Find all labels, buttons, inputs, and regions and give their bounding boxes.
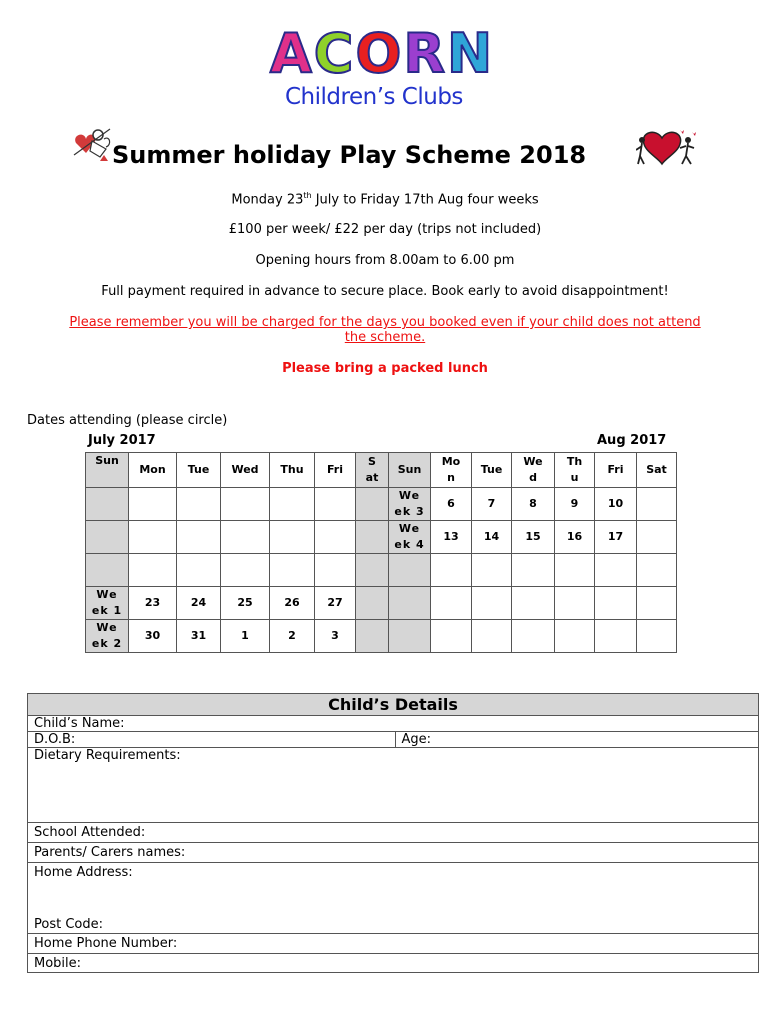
home-address-field[interactable] [28,863,759,934]
logo-wordmark [270,22,500,85]
calendar-empty-cell [129,488,177,521]
home-phone-field[interactable]: Home Phone Number: [28,934,759,954]
opening-hours: Opening hours from 8.00am to 6.00 pm [255,253,515,268]
calendar-empty-cell [221,488,270,521]
logo-letter: N [446,22,493,85]
childs-details-form [27,693,759,973]
calendar-day-header [431,453,472,488]
calendar-empty-cell [356,488,389,521]
post-code-label: Post Code: [34,917,103,932]
week-label: We ek 1 [86,587,129,620]
day-header-text: We [523,455,543,468]
calendar-empty-cell [129,521,177,554]
dates-calendar-table [85,452,677,653]
day-header-text-cont: at [365,471,379,484]
calendar-date-cell[interactable]: 3 [315,620,356,653]
calendar-empty-cell [356,554,389,587]
calendar-empty-cell [177,521,221,554]
calendar-empty-cell [431,587,472,620]
week-label: We ek 4 [389,521,431,554]
cupid-clipart-icon [70,125,114,163]
logo-letter: C [313,22,354,85]
july-title: July 2017 [88,433,156,448]
calendar-day-header [595,453,637,488]
calendar-date-cell[interactable]: 31 [177,620,221,653]
calendar-date-cell[interactable]: 2 [270,620,315,653]
day-header-text: Mo [441,455,461,468]
day-header-text-cont: u [570,471,579,484]
day-header-text-cont: d [529,471,537,484]
calendar-empty-cell [389,554,431,587]
calendar-date-cell[interactable]: 16 [555,521,595,554]
calendar-empty-cell [389,587,431,620]
calendar-empty-cell [315,554,356,587]
day-header-text: Thu [280,463,304,476]
calendar-date-cell[interactable]: 1 [221,620,270,653]
calendar-empty-cell [555,620,595,653]
aug-title: Aug 2017 [597,433,667,448]
age-field[interactable]: Age: [395,732,759,748]
day-header-text-cont: n [447,471,455,484]
charge-warning-line1: Please remember you will be charged for the days you booked even if your child does not attend [69,315,701,330]
calendar-empty-cell [637,587,677,620]
calendar-empty-cell [86,488,129,521]
calendar-empty-cell [431,554,472,587]
calendar-empty-cell [512,587,555,620]
calendar-empty-cell [637,488,677,521]
calendar-date-cell[interactable]: 25 [221,587,270,620]
childs-details-heading: Child’s Details [28,694,759,716]
calendar-day-header [389,453,431,488]
calendar-day-header [129,453,177,488]
calendar-empty-cell [315,488,356,521]
calendar-day-header [512,453,555,488]
packed-lunch-note: Please bring a packed lunch [282,361,488,376]
calendar-date-cell[interactable]: 24 [177,587,221,620]
parents-carers-field[interactable]: Parents/ Carers names: [28,843,759,863]
charge-warning-line2: the scheme. [344,330,426,345]
calendar-date-cell[interactable]: 15 [512,521,555,554]
calendar-empty-cell [472,554,512,587]
calendar-empty-cell [595,620,637,653]
calendar-date-cell[interactable]: 10 [595,488,637,521]
calendar-empty-cell [86,521,129,554]
calendar-day-header [637,453,677,488]
calendar-date-cell[interactable]: 14 [472,521,512,554]
calendar-empty-cell [177,488,221,521]
payment-note: Full payment required in advance to secure place. Book early to avoid disappointment! [101,284,669,299]
calendar-date-cell[interactable]: 17 [595,521,637,554]
logo-letter: O [355,22,402,85]
day-header-text: Wed [231,463,259,476]
day-header-text: Sun [95,454,119,467]
mobile-field[interactable]: Mobile: [28,954,759,973]
calendar-date-cell[interactable]: 27 [315,587,356,620]
calendar-day-header [221,453,270,488]
day-header-text: Mon [139,463,166,476]
day-header-text: Th [566,455,583,468]
calendar-empty-cell [555,554,595,587]
calendar-day-header [356,453,389,488]
calendar-empty-cell [555,587,595,620]
calendar-empty-cell [356,587,389,620]
school-attended-field[interactable]: School Attended: [28,823,759,843]
calendar-empty-cell [637,521,677,554]
calendar-empty-cell [356,521,389,554]
calendar-empty-cell [472,587,512,620]
calendar-empty-cell [512,554,555,587]
calendar-empty-cell [221,554,270,587]
acorn-logo [270,22,500,116]
calendar-date-cell[interactable]: 23 [129,587,177,620]
child-name-field[interactable]: Child’s Name: [28,716,759,732]
calendar-empty-cell [637,554,677,587]
day-header-text: Sun [397,463,422,476]
heart-clipart-icon [636,128,700,168]
day-header-text: Tue [480,463,503,476]
home-address-label: Home Address: [34,865,133,880]
logo-letter: R [403,22,445,85]
calendar-day-header [472,453,512,488]
calendar-date-cell[interactable]: 30 [129,620,177,653]
calendar-day-header [177,453,221,488]
day-header-text: Fri [607,463,624,476]
calendar-empty-cell [270,521,315,554]
day-header-text: Fri [326,463,343,476]
page-title: Summer holiday Play Scheme 2018 [112,141,587,169]
calendar-date-cell[interactable]: 9 [555,488,595,521]
scheme-price: £100 per week/ £22 per day (trips not included) [228,222,542,237]
calendar-day-header [555,453,595,488]
day-header-text: Sat [646,463,667,476]
calendar-date-cell[interactable]: 26 [270,587,315,620]
calendar-empty-cell [86,554,129,587]
calendar-day-header [315,453,356,488]
week-label: We ek 3 [389,488,431,521]
calendar-empty-cell [315,521,356,554]
calendar-empty-cell [389,620,431,653]
calendar-empty-cell [637,620,677,653]
calendar-day-header [86,453,129,488]
calendar-date-cell[interactable]: 6 [431,488,472,521]
calendar-empty-cell [129,554,177,587]
calendar-empty-cell [472,620,512,653]
logo-subtitle: Children’s Clubs [285,84,463,110]
calendar-empty-cell [177,554,221,587]
calendar-empty-cell [431,620,472,653]
calendar-empty-cell [595,587,637,620]
calendar-date-cell[interactable]: 8 [512,488,555,521]
calendar-day-header [270,453,315,488]
logo-letter: A [270,22,312,85]
day-header-text: S [368,455,376,468]
day-header-text: Tue [187,463,210,476]
calendar-empty-cell [221,521,270,554]
dob-field[interactable]: D.O.B: [28,732,396,748]
calendar-empty-cell [270,488,315,521]
calendar-empty-cell [595,554,637,587]
dates-attending-label: Dates attending (please circle) [27,413,228,428]
calendar-empty-cell [356,620,389,653]
calendar-date-cell[interactable]: 13 [431,521,472,554]
week-label: We ek 2 [86,620,129,653]
calendar-date-cell[interactable]: 7 [472,488,512,521]
calendar-empty-cell [270,554,315,587]
dietary-requirements-field[interactable]: Dietary Requirements: [28,748,759,823]
scheme-dates: Monday 23th July to Friday 17th Aug four weeks [231,191,539,208]
calendar-empty-cell [512,620,555,653]
title-row [0,125,770,175]
